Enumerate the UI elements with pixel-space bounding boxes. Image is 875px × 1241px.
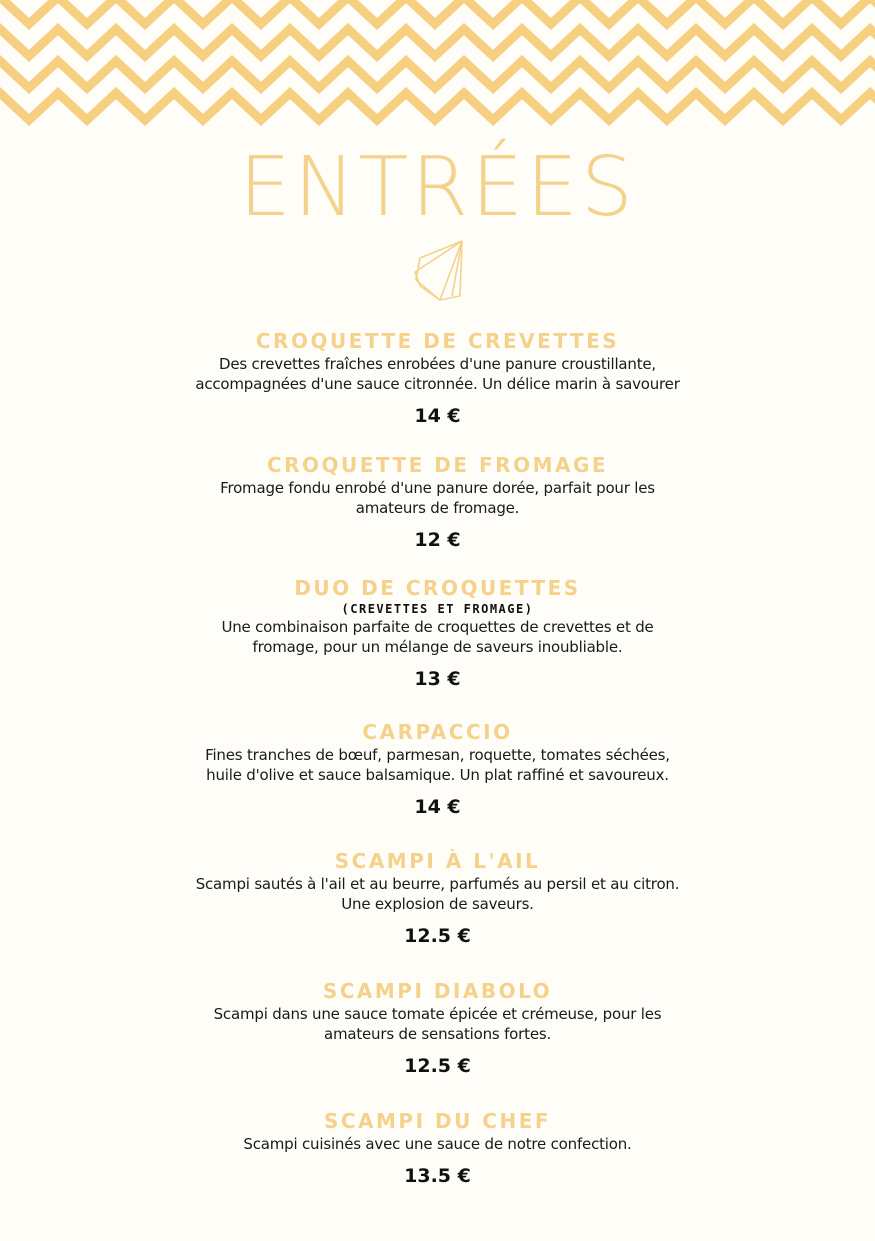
menu-item-price: 14 € xyxy=(414,405,461,427)
chevron-pattern-banner xyxy=(0,0,875,130)
menu-item-price: 12.5 € xyxy=(404,1055,471,1077)
menu-item-description xyxy=(138,617,738,657)
menu-item-price: 12.5 € xyxy=(404,925,471,947)
geometric-crystal-icon xyxy=(410,238,466,302)
menu-item xyxy=(0,452,875,552)
description-line: fromage, pour un mélange de saveurs inoubliable. xyxy=(252,638,623,656)
menu-item-price: 14 € xyxy=(414,796,461,818)
menu-item-price: 13.5 € xyxy=(404,1165,471,1187)
menu-item-description xyxy=(138,874,738,914)
description-line: Une explosion de saveurs. xyxy=(341,895,534,913)
description-line: Scampi cuisinés avec une sauce de notre confection. xyxy=(243,1135,632,1153)
menu-item xyxy=(0,978,875,1078)
menu-item-name: SCAMPI DU CHEF xyxy=(323,1109,552,1133)
menu-item-price: 13 € xyxy=(414,668,461,690)
menu-item-description xyxy=(138,354,738,394)
menu-item-name: CROQUETTE DE FROMAGE xyxy=(266,453,609,477)
description-line: Une combinaison parfaite de croquettes de crevettes et de xyxy=(221,618,654,636)
menu-item-name: CARPACCIO xyxy=(362,720,513,744)
menu-item-name: CROQUETTE DE CREVETTES xyxy=(255,329,620,353)
page-title: ENTRÉES xyxy=(239,140,636,235)
menu-item-description xyxy=(138,745,738,785)
menu-item-description xyxy=(138,478,738,518)
menu-item xyxy=(0,1108,875,1188)
menu-item-price: 12 € xyxy=(414,529,461,551)
description-line: accompagnées d'une sauce citronnée. Un délice marin à savourer xyxy=(195,375,680,393)
menu-item xyxy=(0,328,875,428)
menu-item xyxy=(0,719,875,819)
description-line: Fromage fondu enrobé d'une panure dorée, parfait pour les xyxy=(220,479,655,497)
menu-item xyxy=(0,575,875,691)
menu-item-description xyxy=(138,1004,738,1044)
description-line: Fines tranches de bœuf, parmesan, roquette, tomates séchées, xyxy=(205,746,670,764)
menu-item xyxy=(0,848,875,948)
menu-item-name: SCAMPI DIABOLO xyxy=(322,979,553,1003)
description-line: amateurs de fromage. xyxy=(355,499,520,517)
menu-item-name: DUO DE CROQUETTES xyxy=(294,576,581,600)
description-line: amateurs de sensations fortes. xyxy=(323,1025,552,1043)
menu-item-description xyxy=(138,1134,738,1154)
description-line: Des crevettes fraîches enrobées d'une panure croustillante, xyxy=(219,355,656,373)
menu-item-name: SCAMPI À L'AIL xyxy=(334,849,541,873)
description-line: Scampi dans une sauce tomate épicée et crémeuse, pour les xyxy=(213,1005,662,1023)
description-line: huile d'olive et sauce balsamique. Un plat raffiné et savoureux. xyxy=(206,766,669,784)
menu-item-subtitle: (CREVETTES ET FROMAGE) xyxy=(341,602,534,616)
description-line: Scampi sautés à l'ail et au beurre, parfumés au persil et au citron. xyxy=(195,875,680,893)
